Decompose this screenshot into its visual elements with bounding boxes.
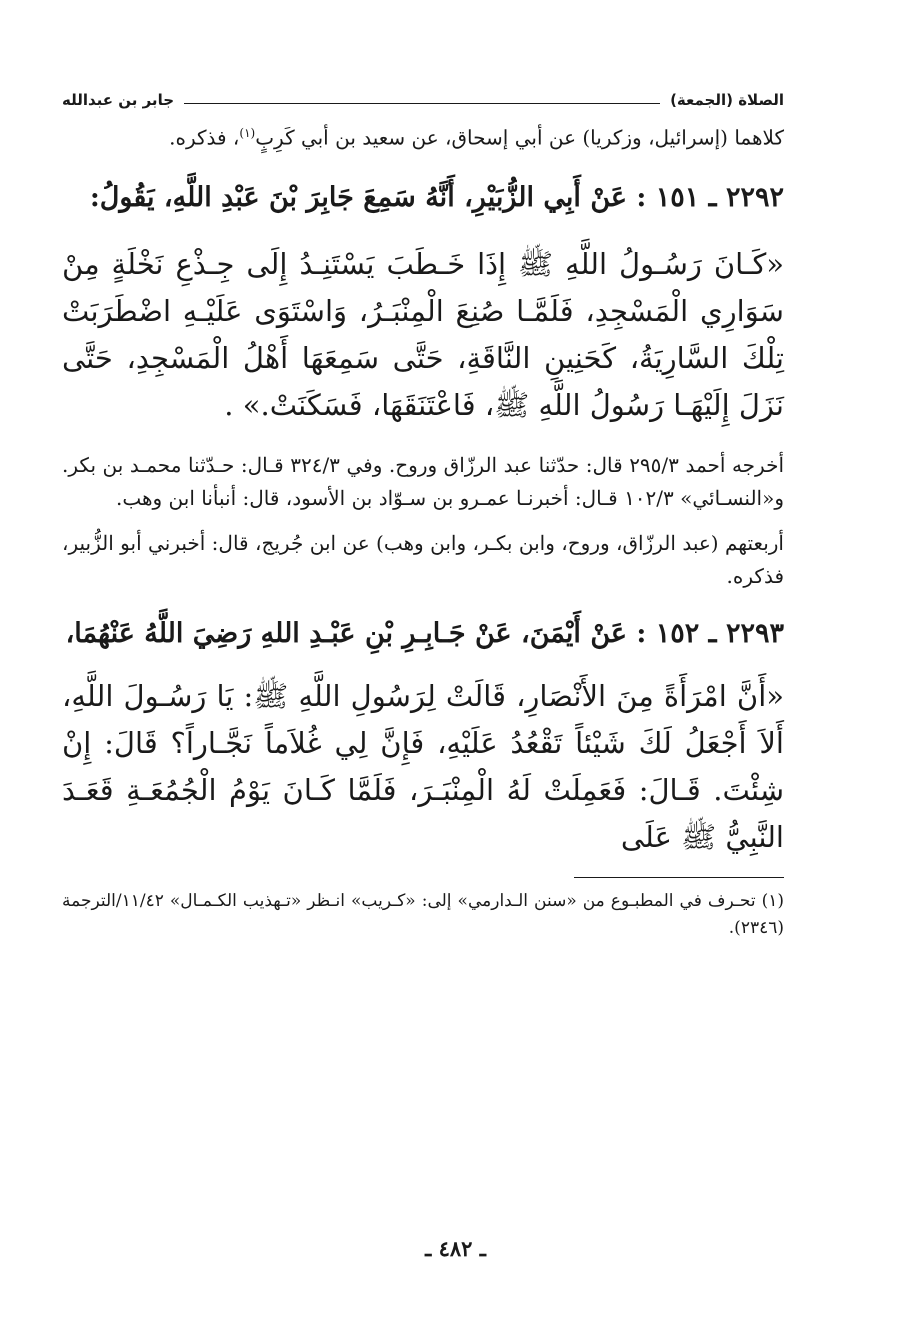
intro-paragraph bbox=[62, 116, 784, 155]
hadith-151-isnad: أربعتهم (عبد الرزّاق، وروح، وابن بكـر، وابن وهب) عن ابن جُريج، قال: أخبرني أبو الزُّبير، فذكره. bbox=[62, 530, 784, 588]
hadith-152-heading: ٢٢٩٣ ـ ١٥٢ : عَنْ أَيْمَنَ، عَنْ جَـابِـرِ بْنِ عَبْـدِ اللهِ رَضِيَ اللَّهُ عَنْهُمَا، bbox=[65, 617, 784, 649]
hadith-152-text: «أَنَّ امْرَأَةً مِنَ الأَنْصَارِ، قَالَتْ لِرَسُولِ اللَّهِ ﷺ: يَا رَسُـولَ اللَّهِ، أَلاَ أَجْعَلُ لَكَ شَيْئاً تَقْعُدُ عَلَيْهِ، فَإِنَّ لِي غُلاَماً نَجَّـاراً؟ قَالَ: إِنْ شِئْتَ. قَـالَ: فَعَمِلَتْ لَهُ الْمِنْبَـرَ، فَلَمَّا كَـانَ يَوْمُ الْجُمُعَـةِ قَعَـدَ النَّبِيُّ ﷺ عَلَى bbox=[62, 678, 784, 854]
header-rule bbox=[184, 103, 660, 104]
hadith-151-heading: ٢٢٩٢ ـ ١٥١ : عَنْ أَبِي الزُّبَيْرِ، أَنَّهُ سَمِعَ جَابِرَ بْنَ عَبْدِ اللَّهِ، يَقُولُ: bbox=[89, 181, 784, 213]
page-number: ـ ٤٨٢ ـ bbox=[425, 1236, 486, 1261]
hadith-151-text: «كَـانَ رَسُـولُ اللَّهِ ﷺ إِذَا خَـطَبَ يَسْتَنِـدُ إِلَى جِـذْعِ نَخْلَةٍ مِنْ سَوَارِي الْمَسْجِدِ، فَلَمَّـا صُنِعَ الْمِنْبَـرُ، وَاسْتَوَى عَلَيْـهِ اضْطَرَبَتْ تِلْكَ السَّارِيَةُ، كَحَنِينِ النَّاقَةِ، حَتَّى سَمِعَهَا أَهْلُ الْمَسْجِدِ، حَتَّى نَزَلَ إِلَيْهَـا رَسُولُ اللَّهِ ﷺ، فَاعْتَنَقَهَا، فَسَكَنَتْ.» . bbox=[62, 246, 784, 422]
hadith-151-takhrij: أخرجه أحمد ٢٩٥/٣ قال: حدّثنا عبد الرزّاق وروح. وفي ٣٢٤/٣ قـال: حـدّثنا محمـد بن بكر. و«النسـائي» ١٠٢/٣ قـال: أخبرنـا عمـرو بن سـوّاد بن الأسود، قال: أنبأنا ابن وهب. bbox=[62, 452, 784, 510]
intro-tail: ، فذكره. bbox=[169, 125, 240, 150]
document-page bbox=[62, 88, 784, 942]
footnote: (١) تحـرف في المطبـوع من «سنن الـدارمي» إلى: «كـريب» انـظر «تـهذيب الكـمـال» ١١/٤٢/الترجمة (٢٣٤٦). bbox=[62, 890, 784, 938]
footnote-separator bbox=[574, 877, 784, 878]
running-header bbox=[62, 88, 784, 110]
narrator-name: جابر بن عبدالله bbox=[62, 91, 175, 109]
footnote-reference: (١) bbox=[239, 126, 256, 140]
chapter-title: الصلاة (الجمعة) bbox=[670, 91, 784, 109]
intro-text: كلاهما (إسرائيل، وزكريا) عن أبي إسحاق، عن سعيد بن أبي كَرِبٍ bbox=[255, 125, 784, 150]
